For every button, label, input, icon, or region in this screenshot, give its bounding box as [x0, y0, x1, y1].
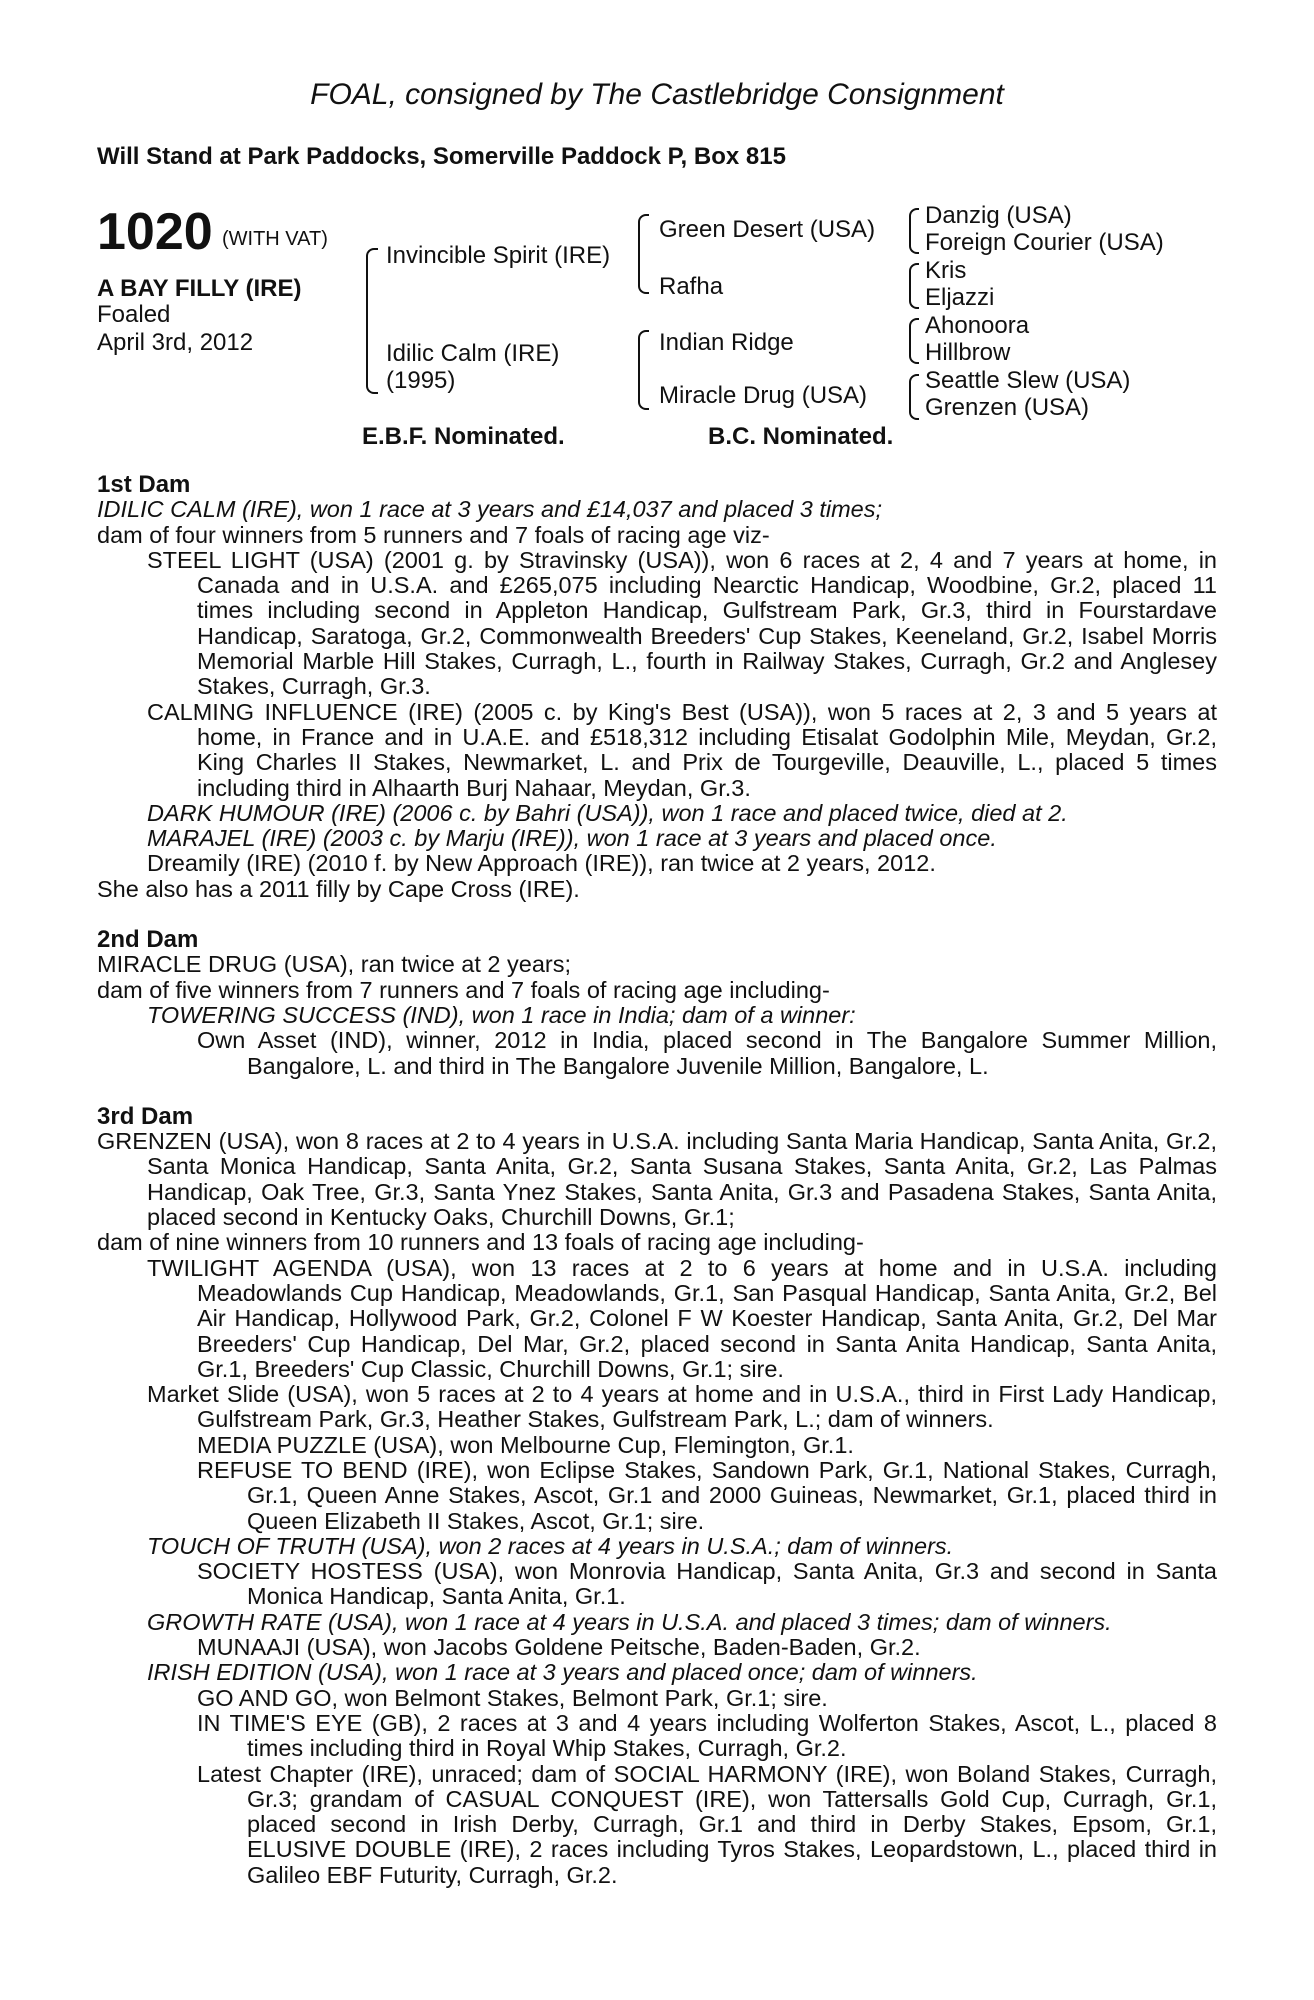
produce-entry: REFUSE TO BEND (IRE), won Eclipse Stakes, Sandown Park, Gr.1, National Stakes, Curragh, Gr.1, Queen Anne Stakes, Ascot, Gr.1 and 2000 Guineas, Newmarket, Gr.1, placed third in Queen Elizabeth II Stakes, Ascot, Gr.1; sire. — [197, 1456, 1217, 1534]
stand-location: Will Stand at Park Paddocks, Somerville Paddock P, Box 815 — [97, 143, 786, 170]
produce-entry: TOWERING SUCCESS (IND), won 1 race in India; dam of a winner: — [147, 1001, 856, 1028]
foaled-label: Foaled — [97, 301, 171, 328]
sd-sire: Kris — [925, 257, 967, 284]
bracket-ss — [909, 208, 919, 254]
bracket-sd — [909, 263, 919, 309]
bracket-ds — [909, 318, 919, 364]
second-dam-produce-summary: dam of five winners from 7 runners and 7 foals of racing age including- — [97, 976, 830, 1003]
produce-entry: MEDIA PUZZLE (USA), won Melbourne Cup, Flemington, Gr.1. — [197, 1431, 854, 1458]
bracket-sire-parents — [638, 214, 649, 294]
bracket-dd — [909, 374, 919, 420]
dam: Idilic Calm (IRE) — [386, 340, 560, 367]
ss-sire: Danzig (USA) — [925, 202, 1072, 229]
sire-dam: Rafha — [659, 273, 724, 300]
bracket-dam-parents — [638, 330, 649, 410]
bracket-sire-dam — [366, 248, 378, 394]
produce-entry: Market Slide (USA), won 5 races at 2 to 4 years at home and in U.S.A., third in First Lady Handicap, Gulfstream Park, Gr.3, Heather Stakes, Gulfstream Park, L.; dam of winners. — [147, 1381, 1217, 1433]
produce-entry: MARAJEL (IRE) (2003 c. by Marju (IRE)), won 1 race at 3 years and placed once. — [147, 825, 997, 852]
horse-description: A BAY FILLY (IRE) — [97, 275, 302, 302]
second-dam-heading: 2nd Dam — [97, 926, 199, 954]
vat-note: (WITH VAT) — [222, 228, 328, 250]
third-dam-heading: 3rd Dam — [97, 1102, 194, 1130]
produce-entry: GO AND GO, won Belmont Stakes, Belmont Park, Gr.1; sire. — [197, 1684, 828, 1711]
sd-dam: Eljazzi — [925, 284, 995, 311]
produce-entry: STEEL LIGHT (USA) (2001 g. by Stravinsky (USA)), won 6 races at 2, 4 and 7 years at home, in Canada and in U.S.A. and £265,075 including Nearctic Handicap, Woodbine, Gr.2, placed 11 times including second in Appleton Handicap, Gulfstream Park, Gr.3, third in Fourstardave Handicap, Saratoga, Gr.2, Commonwealth Breeders' Cup Stakes, Keeneland, Gr.2, Isabel Morris Memorial Marble Hill Stakes, Curragh, L., fourth in Railway Stakes, Curragh, Gr.2 and Anglesey Stakes, Curragh, Gr.3. — [147, 546, 1217, 700]
produce-entry: DARK HUMOUR (IRE) (2006 c. by Bahri (USA)), won 1 race and placed twice, died at 2. — [147, 799, 1068, 826]
lot-number: 1020 — [97, 203, 213, 261]
produce-entry: IRISH EDITION (USA), won 1 race at 3 years and placed once; dam of winners. — [147, 1659, 978, 1686]
dd-sire: Seattle Slew (USA) — [925, 367, 1131, 394]
consignor-header: FOAL, consigned by The Castlebridge Consignment — [310, 78, 1004, 111]
ds-dam: Hillbrow — [925, 339, 1011, 366]
produce-entry: CALMING INFLUENCE (IRE) (2005 c. by King's Best (USA)), won 5 races at 2, 3 and 5 years at home, in France and in U.A.E. and £518,312 including Etisalat Godolphin Mile, Meydan, Gr.2, King Charles II Stakes, Newmarket, L. and Prix de Tourgeville, Deauville, L., placed 5 times including third in Alhaarth Burj Nahaar, Meydan, Gr.3. — [147, 698, 1217, 801]
ebf-nominated: E.B.F. Nominated. — [362, 423, 565, 450]
ds-sire: Ahonoora — [925, 312, 1030, 339]
first-dam-record: IDILIC CALM (IRE), won 1 race at 3 years and £14,037 and placed 3 times; — [97, 496, 883, 523]
produce-entry: GROWTH RATE (USA), won 1 race at 4 years in U.S.A. and placed 3 times; dam of winners. — [147, 1608, 1112, 1635]
bc-nominated: B.C. Nominated. — [708, 423, 894, 450]
third-dam-produce-summary: dam of nine winners from 10 runners and 13 foals of racing age including- — [97, 1229, 864, 1256]
dam-year: (1995) — [386, 367, 456, 394]
produce-entry: MUNAAJI (USA), won Jacobs Goldene Peitsche, Baden-Baden, Gr.2. — [197, 1634, 921, 1661]
dam-sire: Indian Ridge — [659, 329, 794, 356]
produce-entry: IN TIME'S EYE (GB), 2 races at 3 and 4 years including Wolferton Stakes, Ascot, L., placed 8 times including third in Royal Whip Stakes, Curragh, Gr.2. — [197, 1709, 1217, 1762]
dd-dam: Grenzen (USA) — [925, 394, 1090, 421]
produce-entry: Own Asset (IND), winner, 2012 in India, placed second in The Bangalore Summer Million, Bangalore, L. and third in The Bangalore Juvenile Million, Bangalore, L. — [197, 1027, 1217, 1079]
ss-dam: Foreign Courier (USA) — [925, 229, 1164, 256]
produce-entry: TOUCH OF TRUTH (USA), won 2 races at 4 years in U.S.A.; dam of winners. — [147, 1532, 954, 1559]
first-dam-note: She also has a 2011 filly by Cape Cross (IRE). — [97, 875, 580, 902]
second-dam-record: MIRACLE DRUG (USA), ran twice at 2 years; — [97, 951, 572, 978]
third-dam-record: GRENZEN (USA), won 8 races at 2 to 4 years in U.S.A. including Santa Maria Handicap, Santa Anita, Gr.2, Santa Monica Handicap, Santa Anita, Gr.2, Santa Susana Stakes, Santa Anita, Gr.2, Las Palmas Handicap, Oak Tree, Gr.3, Santa Ynez Stakes, Santa Anita, Gr.3 and Pasadena Stakes, Santa Anita, placed second in Kentucky Oaks, Churchill Downs, Gr.1; — [97, 1128, 1217, 1231]
produce-entry: TWILIGHT AGENDA (USA), won 13 races at 2 to 6 years at home and in U.S.A. including Meadowlands Cup Handicap, Meadowlands, Gr.1, San Pasqual Handicap, Santa Anita, Gr.2, Bel Air Handicap, Hollywood Park, Gr.2, Colonel F W Koester Handicap, Santa Anita, Gr.2, Del Mar Breeders' Cup Handicap, Del Mar, Gr.2, placed second in Santa Anita Handicap, Santa Anita, Gr.1, Breeders' Cup Classic, Churchill Downs, Gr.1; sire. — [147, 1254, 1217, 1382]
foaled-date: April 3rd, 2012 — [97, 329, 254, 356]
produce-entry: Dreamily (IRE) (2010 f. by New Approach (IRE)), ran twice at 2 years, 2012. — [147, 850, 936, 877]
dam-dam: Miracle Drug (USA) — [659, 382, 868, 409]
sire: Invincible Spirit (IRE) — [386, 242, 611, 269]
first-dam-produce-summary: dam of four winners from 5 runners and 7 foals of racing age viz- — [97, 521, 770, 548]
produce-entry: SOCIETY HOSTESS (USA), won Monrovia Handicap, Santa Anita, Gr.3 and second in Santa Monica Handicap, Santa Anita, Gr.1. — [197, 1558, 1217, 1610]
foaled-info — [97, 301, 253, 357]
first-dam-heading: 1st Dam — [97, 471, 191, 498]
produce-entry: Latest Chapter (IRE), unraced; dam of SOCIAL HARMONY (IRE), won Boland Stakes, Curragh, Gr.3; grandam of CASUAL CONQUEST (IRE), won Tattersalls Gold Cup, Curragh, Gr.1, placed second in Irish Derby, Curragh, Gr.1 and third in Derby Stakes, Epsom, Gr.1, ELUSIVE DOUBLE (IRE), 2 races including Tyros Stakes, Leopardstown, L., placed third in Galileo EBF Futurity, Curragh, Gr.2. — [197, 1760, 1217, 1888]
catalogue-body — [97, 472, 1217, 1888]
sire-sire: Green Desert (USA) — [659, 216, 876, 243]
